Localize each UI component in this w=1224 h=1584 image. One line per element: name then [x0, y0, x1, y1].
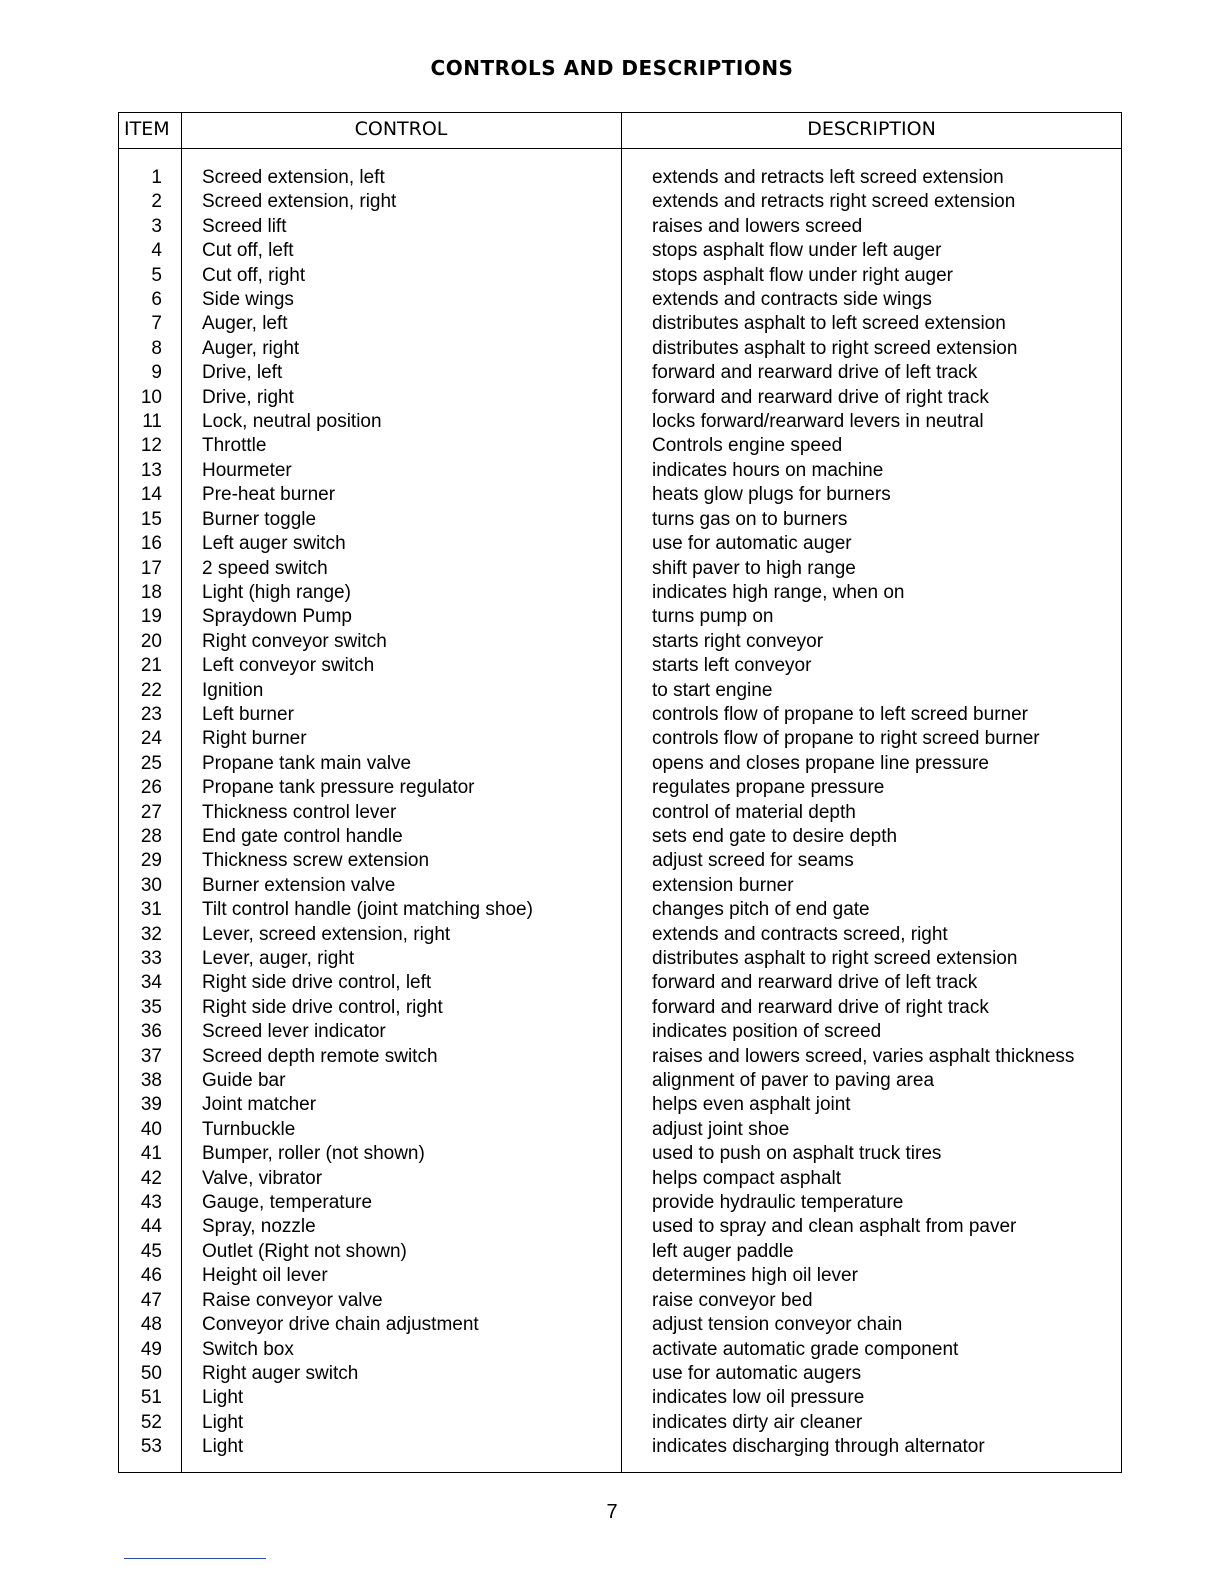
item-number: 34 — [140, 972, 162, 994]
control-description: extends and retracts left screed extension — [652, 167, 1004, 188]
page-number: 7 — [606, 1501, 618, 1523]
item-number: 27 — [140, 801, 162, 823]
item-number: 45 — [140, 1240, 162, 1262]
control-name: Cut off, left — [202, 240, 294, 262]
table-row — [118, 1045, 1122, 1069]
table-row — [118, 752, 1122, 776]
table-row — [118, 654, 1122, 678]
control-name: Right burner — [202, 728, 307, 750]
control-name: Right side drive control, left — [202, 972, 432, 994]
control-description: starts right conveyor — [652, 630, 824, 652]
footer-rule — [124, 1558, 266, 1559]
item-number: 51 — [140, 1387, 162, 1409]
table-row — [118, 825, 1122, 849]
table-row — [118, 996, 1122, 1020]
control-description: distributes asphalt to right screed extension — [652, 337, 1018, 359]
control-name: Bumper, roller (not shown) — [202, 1143, 425, 1165]
table-row — [118, 971, 1122, 995]
table-row — [118, 361, 1122, 385]
table-row — [118, 239, 1122, 263]
control-name: Light — [202, 1436, 244, 1458]
table-row — [118, 483, 1122, 507]
item-number: 42 — [140, 1167, 162, 1189]
table-row — [118, 264, 1122, 288]
table-row — [118, 727, 1122, 751]
control-description: turns pump on — [652, 606, 774, 628]
table-row — [118, 1020, 1122, 1044]
control-name: Tilt control handle (joint matching shoe) — [202, 899, 533, 921]
control-name: Screed depth remote switch — [202, 1045, 438, 1067]
table-row — [118, 1386, 1122, 1410]
control-name: Right side drive control, right — [202, 996, 443, 1018]
control-name: Lock, neutral position — [202, 411, 382, 433]
item-number: 24 — [140, 728, 162, 750]
control-description: raises and lowers screed, varies asphalt thickness — [652, 1045, 1075, 1067]
table-row — [118, 459, 1122, 483]
control-description: heats glow plugs for burners — [652, 484, 891, 506]
control-description: shift paver to high range — [652, 557, 856, 579]
table-row — [118, 1411, 1122, 1435]
item-number: 46 — [140, 1265, 162, 1287]
control-name: Auger, left — [202, 313, 288, 335]
table-row — [118, 1435, 1122, 1459]
control-description: used to push on asphalt truck tires — [652, 1143, 942, 1165]
table-row — [118, 410, 1122, 434]
table-row — [118, 1215, 1122, 1239]
control-name: Burner extension valve — [202, 874, 396, 896]
item-number: 14 — [140, 484, 162, 506]
item-number: 13 — [140, 459, 162, 481]
control-description: changes pitch of end gate — [652, 899, 870, 921]
control-description: determines high oil lever — [652, 1265, 858, 1287]
table-row — [118, 1264, 1122, 1288]
table-row — [118, 508, 1122, 532]
item-number: 49 — [140, 1338, 162, 1360]
control-name: Screed extension, right — [202, 191, 397, 213]
control-description: extension burner — [652, 874, 794, 896]
control-description: controls flow of propane to right screed burner — [652, 728, 1040, 750]
control-description: raises and lowers screed — [652, 215, 863, 237]
item-number: 23 — [140, 703, 162, 725]
control-name: Hourmeter — [202, 459, 292, 481]
control-description: regulates propane pressure — [652, 777, 885, 799]
control-name: Switch box — [202, 1338, 294, 1360]
control-name: Pre-heat burner — [202, 484, 336, 506]
item-number: 21 — [140, 655, 162, 677]
control-name: Right conveyor switch — [202, 630, 387, 652]
item-number: 10 — [140, 386, 162, 408]
control-description: indicates dirty air cleaner — [652, 1411, 863, 1433]
table-row — [118, 679, 1122, 703]
item-number: 31 — [140, 899, 162, 921]
table-row — [118, 190, 1122, 214]
table-row — [118, 166, 1122, 190]
control-description: left auger paddle — [652, 1240, 794, 1262]
control-name: Propane tank pressure regulator — [202, 777, 475, 799]
item-number: 4 — [151, 240, 162, 262]
item-number: 19 — [140, 606, 162, 628]
item-number: 35 — [140, 996, 162, 1018]
control-description: turns gas on to burners — [652, 508, 848, 530]
control-description: helps even asphalt joint — [652, 1094, 851, 1116]
item-number: 52 — [140, 1411, 162, 1433]
control-description: forward and rearward drive of right track — [652, 996, 989, 1018]
table-row — [118, 1069, 1122, 1093]
control-name: Light — [202, 1411, 244, 1433]
control-name: End gate control handle — [202, 825, 403, 847]
item-number: 18 — [140, 581, 162, 603]
control-description: distributes asphalt to right screed extension — [652, 948, 1018, 969]
table-row — [118, 1289, 1122, 1313]
item-number: 7 — [151, 313, 162, 335]
item-number: 33 — [140, 948, 162, 969]
control-name: Drive, left — [202, 362, 283, 384]
control-description: use for automatic auger — [652, 533, 852, 555]
control-description: extends and contracts screed, right — [652, 923, 948, 945]
table-row — [118, 1142, 1122, 1166]
control-description: forward and rearward drive of right track — [652, 386, 989, 408]
control-description: control of material depth — [652, 801, 856, 823]
item-number: 1 — [151, 167, 162, 188]
table-row — [118, 923, 1122, 947]
control-name: Throttle — [202, 435, 267, 457]
control-name: Guide bar — [202, 1070, 286, 1092]
control-name: Screed extension, left — [202, 167, 385, 188]
control-description: extends and retracts right screed extension — [652, 191, 1016, 213]
item-number: 38 — [140, 1070, 162, 1092]
item-number: 41 — [140, 1143, 162, 1165]
table-row — [118, 434, 1122, 458]
control-name: Spray, nozzle — [202, 1216, 316, 1238]
control-description: indicates position of screed — [652, 1021, 882, 1043]
table-row — [118, 1362, 1122, 1386]
table-row — [118, 874, 1122, 898]
item-number: 25 — [140, 752, 162, 774]
control-name: Turnbuckle — [202, 1118, 296, 1140]
item-number: 53 — [140, 1436, 162, 1458]
item-number: 12 — [140, 435, 162, 457]
control-name: Outlet (Right not shown) — [202, 1240, 407, 1262]
item-number: 50 — [140, 1362, 162, 1384]
control-description: extends and contracts side wings — [652, 289, 932, 311]
table-row — [118, 1118, 1122, 1142]
control-description: locks forward/rearward levers in neutral — [652, 411, 984, 433]
control-name: Screed lift — [202, 215, 287, 237]
control-name: Light — [202, 1387, 244, 1409]
table-row — [118, 849, 1122, 873]
control-description: stops asphalt flow under right auger — [652, 264, 954, 286]
control-description: forward and rearward drive of left track — [652, 362, 978, 384]
control-name: Lever, screed extension, right — [202, 923, 451, 945]
item-number: 17 — [140, 557, 162, 579]
header-divider — [118, 148, 1122, 149]
item-number: 9 — [151, 362, 162, 384]
control-name: Thickness control lever — [202, 801, 397, 823]
control-name: Screed lever indicator — [202, 1021, 386, 1043]
item-number: 6 — [151, 289, 162, 311]
table-row — [118, 1240, 1122, 1264]
header-item: ITEM — [124, 118, 170, 140]
control-description: stops asphalt flow under left auger — [652, 240, 942, 262]
control-name: Left conveyor switch — [202, 655, 375, 677]
control-description: sets end gate to desire depth — [652, 825, 898, 847]
item-number: 48 — [140, 1314, 162, 1336]
item-number: 2 — [151, 191, 162, 213]
item-number: 29 — [140, 850, 162, 872]
control-name: Left auger switch — [202, 533, 346, 555]
control-name: Raise conveyor valve — [202, 1289, 383, 1311]
control-description: opens and closes propane line pressure — [652, 752, 989, 774]
control-description: raise conveyor bed — [652, 1289, 813, 1311]
table-row — [118, 801, 1122, 825]
table-row — [118, 630, 1122, 654]
control-name: Height oil lever — [202, 1265, 328, 1287]
control-name: Lever, auger, right — [202, 948, 355, 969]
item-number: 44 — [140, 1216, 162, 1238]
control-description: helps compact asphalt — [652, 1167, 842, 1189]
table-row — [118, 898, 1122, 922]
item-number: 37 — [140, 1045, 162, 1067]
item-number: 36 — [140, 1021, 162, 1043]
item-number: 8 — [151, 337, 162, 359]
control-description: Controls engine speed — [652, 435, 843, 457]
control-name: Thickness screw extension — [202, 850, 430, 872]
control-name: Cut off, right — [202, 264, 306, 286]
item-number: 20 — [140, 630, 162, 652]
table-row — [118, 532, 1122, 556]
control-description: starts left conveyor — [652, 655, 812, 677]
control-description: provide hydraulic temperature — [652, 1192, 904, 1214]
control-name: Conveyor drive chain adjustment — [202, 1314, 479, 1336]
control-description: alignment of paver to paving area — [652, 1070, 935, 1092]
item-number: 5 — [151, 264, 162, 286]
item-number: 16 — [140, 533, 162, 555]
item-number: 15 — [140, 508, 162, 530]
control-name: Auger, right — [202, 337, 300, 359]
item-number: 11 — [142, 411, 162, 433]
control-description: indicates low oil pressure — [652, 1387, 865, 1409]
header-description: DESCRIPTION — [807, 118, 936, 140]
control-description: used to spray and clean asphalt from paver — [652, 1216, 1017, 1238]
item-number: 28 — [140, 825, 162, 847]
control-description: indicates discharging through alternator — [652, 1436, 985, 1458]
table-row — [118, 312, 1122, 336]
table-row — [118, 947, 1122, 971]
control-description: adjust screed for seams — [652, 850, 854, 872]
table-row — [118, 386, 1122, 410]
table-row — [118, 776, 1122, 800]
item-number: 26 — [140, 777, 162, 799]
control-name: Gauge, temperature — [202, 1192, 373, 1214]
control-name: Drive, right — [202, 386, 294, 408]
control-description: to start engine — [652, 679, 773, 701]
table-row — [118, 337, 1122, 361]
table-row — [118, 703, 1122, 727]
control-name: Joint matcher — [202, 1094, 317, 1116]
control-name: Spraydown Pump — [202, 606, 352, 628]
item-number: 43 — [140, 1192, 162, 1214]
item-number: 47 — [140, 1289, 162, 1311]
control-description: activate automatic grade component — [652, 1338, 959, 1360]
control-name: Propane tank main valve — [202, 752, 412, 774]
item-number: 3 — [151, 215, 162, 237]
control-name: Valve, vibrator — [202, 1167, 323, 1189]
item-number: 32 — [140, 923, 162, 945]
control-description: controls flow of propane to left screed burner — [652, 703, 1028, 725]
control-description: adjust tension conveyor chain — [652, 1314, 903, 1336]
control-name: Right auger switch — [202, 1362, 359, 1384]
table-body — [118, 166, 1122, 1460]
item-number: 40 — [140, 1118, 162, 1140]
page-title: CONTROLS AND DESCRIPTIONS — [430, 56, 794, 80]
table-row — [118, 1167, 1122, 1191]
control-description: indicates hours on machine — [652, 459, 884, 481]
control-name: Side wings — [202, 289, 294, 311]
table-row — [118, 581, 1122, 605]
control-name: Ignition — [202, 679, 264, 701]
control-description: adjust joint shoe — [652, 1118, 790, 1140]
item-number: 22 — [140, 679, 162, 701]
control-name: Light (high range) — [202, 581, 351, 603]
table-row — [118, 1191, 1122, 1215]
header-control: CONTROL — [354, 118, 448, 140]
control-description: indicates high range, when on — [652, 581, 905, 603]
item-number: 39 — [140, 1094, 162, 1116]
table-row — [118, 215, 1122, 239]
control-description: forward and rearward drive of left track — [652, 972, 978, 994]
table-row — [118, 605, 1122, 629]
table-row — [118, 557, 1122, 581]
control-name: Left burner — [202, 703, 294, 725]
control-description: distributes asphalt to left screed extension — [652, 313, 1006, 335]
table-row — [118, 288, 1122, 312]
control-name: 2 speed switch — [202, 557, 328, 579]
control-name: Burner toggle — [202, 508, 317, 530]
table-row — [118, 1313, 1122, 1337]
control-description: use for automatic augers — [652, 1362, 862, 1384]
item-number: 30 — [140, 874, 162, 896]
table-row — [118, 1338, 1122, 1362]
table-row — [118, 1093, 1122, 1117]
